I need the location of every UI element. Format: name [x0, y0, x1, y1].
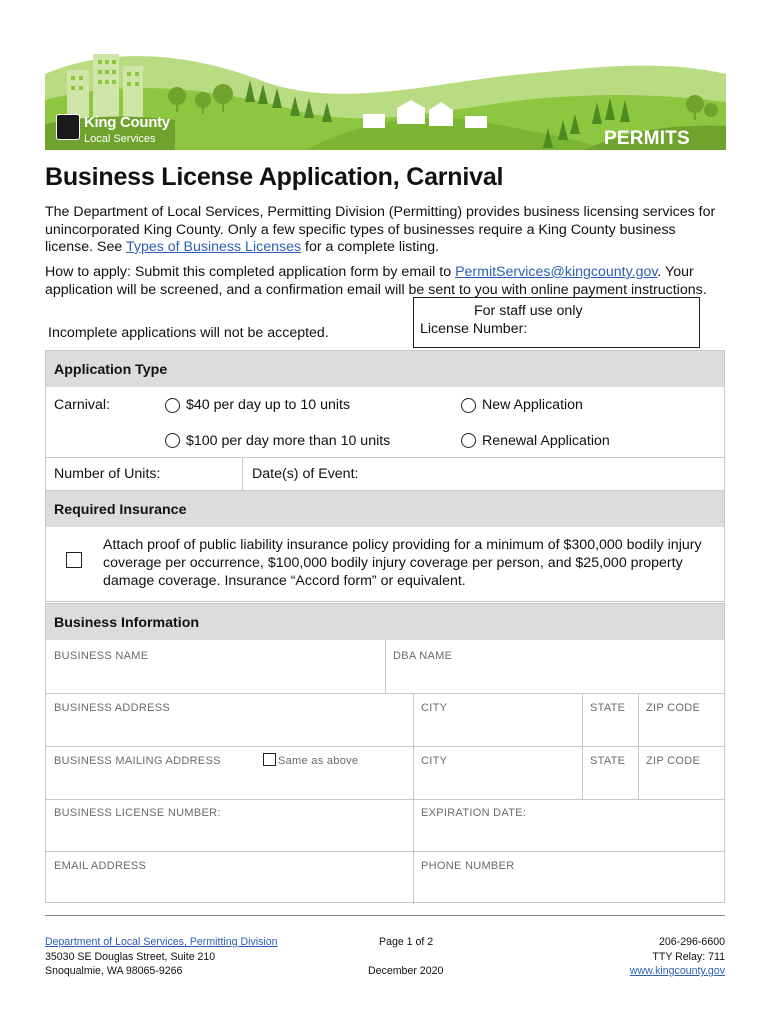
new-application-label: New Application: [482, 397, 583, 413]
rate-100-radio[interactable]: [165, 433, 180, 448]
intro-paragraph: [45, 204, 725, 257]
renewal-application-label: Renewal Application: [482, 433, 610, 449]
rate-40-label: $40 per day up to 10 units: [186, 397, 351, 413]
incomplete-notice: Incomplete applications will not be accepted.: [48, 325, 329, 341]
application-type-heading: Application Type: [46, 351, 724, 387]
permit-services-email-link[interactable]: PermitServices@kingcounty.gov: [455, 264, 658, 280]
business-information-section: [45, 603, 725, 903]
number-of-units-field[interactable]: Number of Units:: [54, 466, 161, 482]
event-dates-field[interactable]: Date(s) of Event:: [252, 466, 359, 482]
divider: [46, 457, 724, 458]
mailing-address-field[interactable]: BUSINESS MAILING ADDRESS: [54, 755, 221, 767]
dba-name-field[interactable]: DBA NAME: [393, 650, 453, 662]
divider: [46, 693, 724, 694]
footer-page-number: Page 1 of 2: [379, 936, 434, 948]
divider: [46, 799, 724, 800]
divider: [46, 851, 724, 852]
footer-address: [45, 935, 278, 979]
intro-text: The Department of Local Services, Permitting Division (Permitting) provides business licensing services for unincorporated King County. Only a few specific types of businesses require a King County business license. See: [45, 204, 716, 255]
zip-code-field[interactable]: ZIP CODE: [646, 702, 701, 714]
business-information-heading: Business Information: [46, 604, 724, 640]
carnival-label: Carnival:: [54, 397, 110, 413]
expiration-date-field[interactable]: EXPIRATION DATE:: [421, 807, 527, 819]
divider: [385, 640, 386, 693]
king-county-logo: [56, 112, 186, 148]
city-field[interactable]: CITY: [421, 702, 448, 714]
county-name: King County: [84, 114, 170, 131]
how-to-apply-text-end: . Your application will be screened, and a confirmation email will be sent to you with online payment instructions.: [45, 264, 707, 298]
how-to-apply-paragraph: [45, 264, 725, 299]
staff-license-number-label: License Number:: [420, 321, 528, 337]
same-as-above-checkbox[interactable]: [263, 753, 276, 766]
types-of-licenses-link[interactable]: Types of Business Licenses: [125, 239, 302, 255]
rate-100-label: $100 per day more than 10 units: [186, 433, 391, 449]
business-license-number-field[interactable]: BUSINESS LICENSE NUMBER:: [54, 807, 221, 819]
department-sub: Local Services: [84, 133, 156, 145]
insurance-checkbox[interactable]: [66, 552, 82, 568]
footer-address-line1: 35030 SE Douglas Street, Suite 210: [45, 950, 216, 963]
rate-40-radio[interactable]: [165, 398, 180, 413]
kingcounty-website-link[interactable]: www.kingcounty.gov: [629, 965, 725, 977]
new-application-radio[interactable]: [461, 398, 476, 413]
footer-rule: [45, 915, 725, 916]
renewal-application-radio[interactable]: [461, 433, 476, 448]
mailing-zip-code-field[interactable]: ZIP CODE: [646, 755, 701, 767]
footer-date: December 2020: [368, 965, 444, 977]
permits-label: PERMITS: [604, 128, 690, 149]
permitting-division-link[interactable]: Department of Local Services, Permitting Division: [45, 936, 278, 948]
business-name-field[interactable]: BUSINESS NAME: [54, 650, 149, 662]
email-address-field[interactable]: EMAIL ADDRESS: [54, 860, 147, 872]
staff-use-box: [413, 297, 700, 348]
application-type-section: [45, 350, 725, 492]
staff-use-title: For staff use only: [474, 303, 583, 319]
footer-contact: [630, 935, 725, 979]
intro-text-end: for a complete listing.: [301, 239, 440, 255]
divider: [242, 457, 243, 491]
footer-address-line2: Snoqualmie, WA 98065-9266: [45, 965, 183, 977]
mailing-state-field[interactable]: STATE: [590, 755, 626, 767]
state-field[interactable]: STATE: [590, 702, 626, 714]
footer-phone: 206-296-6600: [659, 936, 725, 948]
how-to-apply-text: How to apply: Submit this completed application form by email to: [45, 264, 456, 280]
divider: [46, 746, 724, 747]
page-title: Business License Application, Carnival: [45, 163, 504, 191]
insurance-requirement-text: Attach proof of public liability insurance policy providing for a minimum of $300,000 bodily injury coverage per occurrence, $100,000 bodily injury coverage per person, and $25,000 property damage coverage. Insurance “Accord form” or equivalent.: [103, 537, 702, 589]
king-county-seal-icon: [56, 114, 80, 140]
required-insurance-heading: Required Insurance: [46, 491, 724, 527]
same-as-above-label: Same as above: [278, 755, 359, 767]
mailing-city-field[interactable]: CITY: [421, 755, 448, 767]
phone-number-field[interactable]: PHONE NUMBER: [421, 860, 515, 872]
footer-tty: TTY Relay: 711: [652, 950, 725, 963]
business-address-field[interactable]: BUSINESS ADDRESS: [54, 702, 171, 714]
required-insurance-section: [45, 490, 725, 602]
